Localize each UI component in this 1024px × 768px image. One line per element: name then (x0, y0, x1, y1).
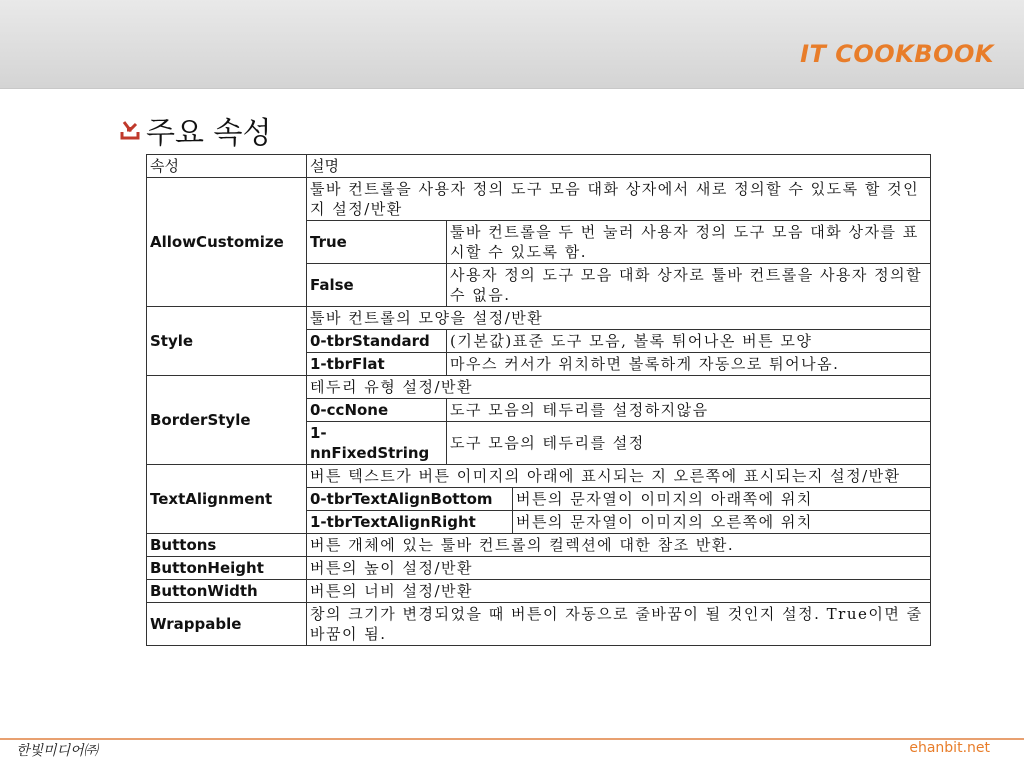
value-description: 사용자 정의 도구 모음 대화 상자로 툴바 컨트롤을 사용자 정의할 수 없음. (447, 264, 931, 307)
property-name: Style (147, 307, 307, 376)
header-cell-description: 설명 (307, 155, 931, 178)
table-row (147, 580, 931, 603)
table-row (147, 534, 931, 557)
property-description: 툴바 컨트롤의 모양을 설정/반환 (307, 307, 931, 330)
property-value: 0-tbrTextAlignBottom (307, 488, 513, 511)
property-value: 1-tbrTextAlignRight (307, 511, 513, 534)
header-bar (0, 0, 1024, 89)
page-title: 주요 속성 (146, 116, 272, 151)
table-header-row (147, 155, 931, 178)
value-description: 마우스 커서가 위치하면 볼록하게 자동으로 튀어나옴. (447, 353, 931, 376)
property-description: 창의 크기가 변경되었을 때 버튼이 자동으로 줄바꿈이 될 것인지 설정. True이면 줄바꿈이 됨. (307, 603, 931, 646)
property-name: AllowCustomize (147, 178, 307, 307)
table-row (147, 465, 931, 488)
value-description: 도구 모음의 테두리를 설정 (447, 422, 931, 465)
download-arrow-icon (118, 118, 142, 142)
value-description: 버튼의 문자열이 이미지의 오른쪽에 위치 (513, 511, 931, 534)
publisher-logo: 한빛미디어㈜ (16, 743, 98, 759)
property-name: BorderStyle (147, 376, 307, 465)
property-description: 버튼의 높이 설정/반환 (307, 557, 931, 580)
header-cell-property: 속성 (147, 155, 307, 178)
property-value: 0-tbrStandard (307, 330, 447, 353)
property-description: 버튼의 너비 설정/반환 (307, 580, 931, 603)
table-row (147, 376, 931, 399)
properties-table (146, 154, 931, 646)
property-name: TextAlignment (147, 465, 307, 534)
table-row (147, 307, 931, 330)
property-value: 1-tbrFlat (307, 353, 447, 376)
value-description: 도구 모음의 테두리를 설정하지않음 (447, 399, 931, 422)
value-description: 툴바 컨트롤을 두 번 눌러 사용자 정의 도구 모음 대화 상자를 표시할 수 있도록 함. (447, 221, 931, 264)
value-description: 버튼의 문자열이 이미지의 아래쪽에 위치 (513, 488, 931, 511)
property-value: False (307, 264, 447, 307)
property-value: 0-ccNone (307, 399, 447, 422)
property-value: True (307, 221, 447, 264)
title-row (118, 108, 271, 152)
property-value: 1-nnFixedString (307, 422, 447, 465)
property-name: Wrappable (147, 603, 307, 646)
site-url: ehanbit.net (909, 740, 990, 756)
brand-logo: IT COOKBOOK (800, 40, 994, 68)
table-row (147, 178, 931, 221)
property-description: 테두리 유형 설정/반환 (307, 376, 931, 399)
property-name: ButtonWidth (147, 580, 307, 603)
property-description: 버튼 개체에 있는 툴바 컨트롤의 컬렉션에 대한 참조 반환. (307, 534, 931, 557)
property-name: ButtonHeight (147, 557, 307, 580)
property-name: Buttons (147, 534, 307, 557)
property-description: 툴바 컨트롤을 사용자 정의 도구 모음 대화 상자에서 새로 정의할 수 있도록 할 것인지 설정/반환 (307, 178, 931, 221)
footer-divider (0, 738, 1024, 740)
table-row (147, 603, 931, 646)
table-row (147, 557, 931, 580)
value-description: (기본값)표준 도구 모음, 볼록 튀어나온 버튼 모양 (447, 330, 931, 353)
property-description: 버튼 텍스트가 버튼 이미지의 아래에 표시되는 지 오른쪽에 표시되는지 설정/반환 (307, 465, 931, 488)
